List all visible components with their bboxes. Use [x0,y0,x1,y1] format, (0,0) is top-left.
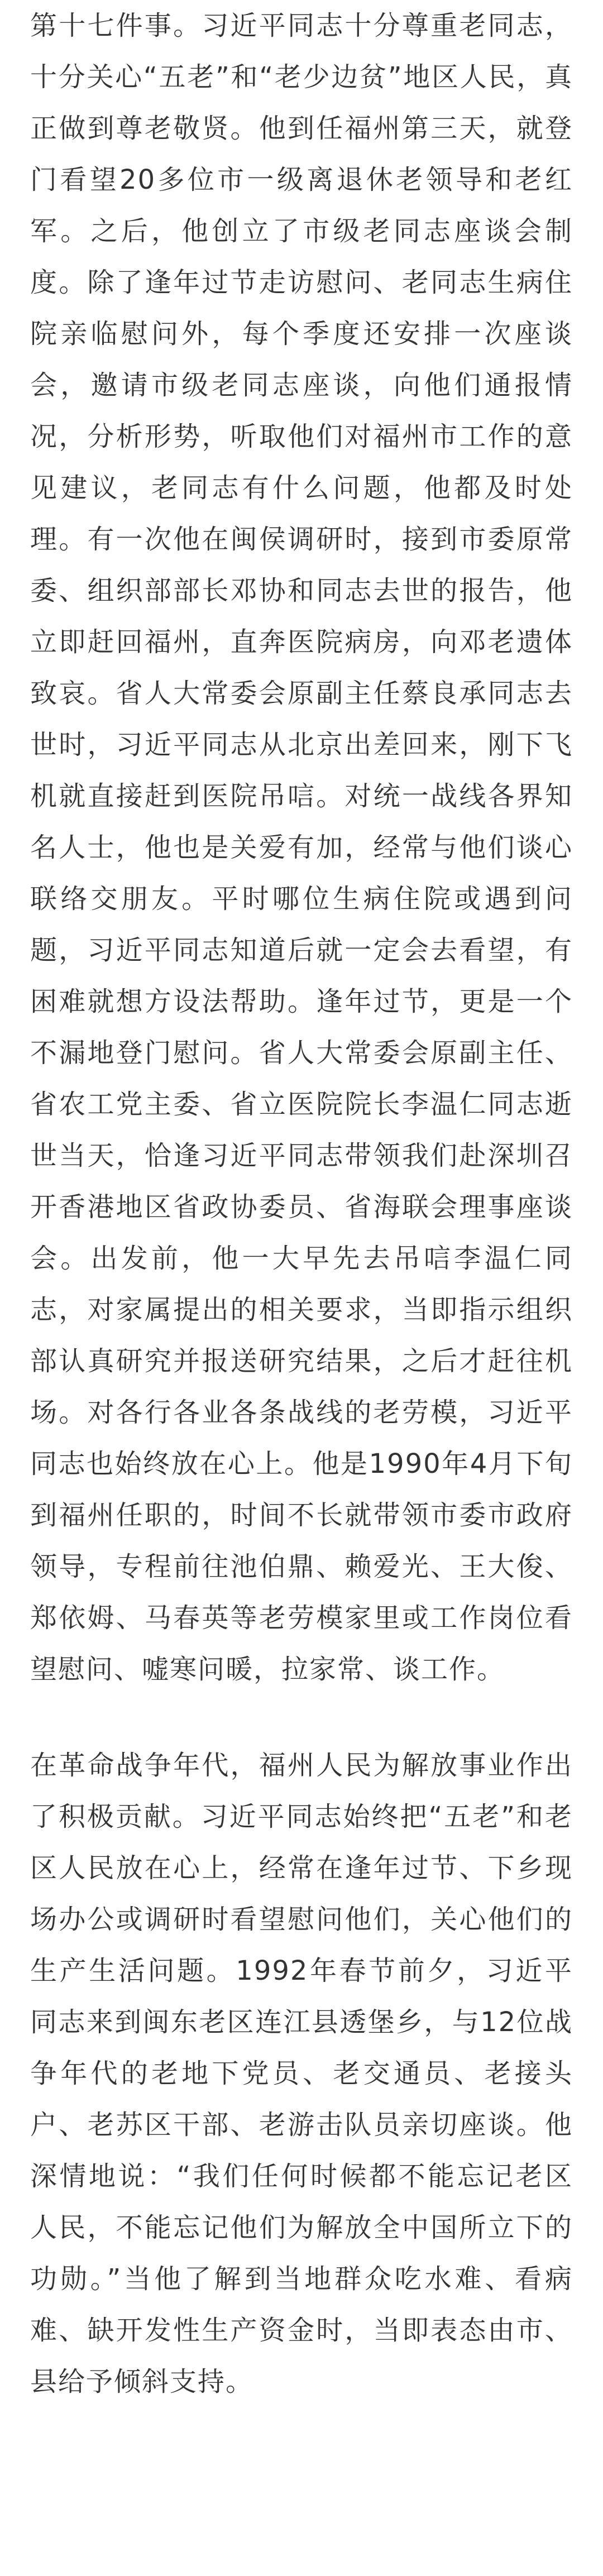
article-paragraph-2: 在革命战争年代，福州人民为解放事业作出了积极贡献。习近平同志始终把“五老”和老区人民放在心上，经常在逢年过节、下乡现场办公或调研时看望慰问他们，关心他们的生产生活问题。1992年春节前夕，习近平同志来到闽东老区连江县透堡乡，与12位战争年代的老地下党员、老交通员、老接头户、老苏区干部、老游击队员亲切座谈。他深情地说：“我们任何时候都不能忘记老区人民，不能忘记他们为解放全中国所立下的功勋。”当他了解到当地群众吃水难、看病难、缺开发性生产资金时，当即表态由市、县给予倾斜支持。 [30,1750,573,2397]
article-paragraph-1: 第十七件事。习近平同志十分尊重老同志，十分关心“五老”和“老少边贫”地区人民，真正做到尊老敬贤。他到任福州第三天，就登门看望20多位市一级离退休老领导和老红军。之后，他创立了市级老同志座谈会制度。除了逢年过节走访慰问、老同志生病住院亲临慰问外，每个季度还安排一次座谈会，邀请市级老同志座谈，向他们通报情况，分析形势，听取他们对福州市工作的意见建议，老同志有什么问题，他都及时处理。有一次他在闽侯调研时，接到市委原常委、组织部部长邓协和同志去世的报告，他立即赶回福州，直奔医院病房，向邓老遗体致哀。省人大常委会原副主任蔡良承同志去世时，习近平同志从北京出差回来，刚下飞机就直接赶到医院吊唁。对统一战线各界知名人士，他也是关爱有加，经常与他们谈心联络交朋友。平时哪位生病住院或遇到问题，习近平同志知道后就一定会去看望，有困难就想方设法帮助。逢年过节，更是一个不漏地登门慰问。省人大常委会原副主任、省农工党主委、省立医院院长李温仁同志逝世当天，恰逢习近平同志带领我们赴深圳召开香港地区省政协委员、省海联会理事座谈会。出发前，他一大早先去吊唁李温仁同志，对家属提出的相关要求，当即指示组织部认真研究并报送研究结果，之后才赶往机场。对各行各业各条战线的老劳模，习近平同志也始终放在心上。他是1990年4月下旬到福州任职的，时间不长就带领市委市政府领导，专程前往池伯鼎、赖爱光、王大俊、郑依姆、马春英等老劳模家里或工作岗位看望慰问、嘘寒问暖，拉家常、谈工作。 [30,10,573,1685]
